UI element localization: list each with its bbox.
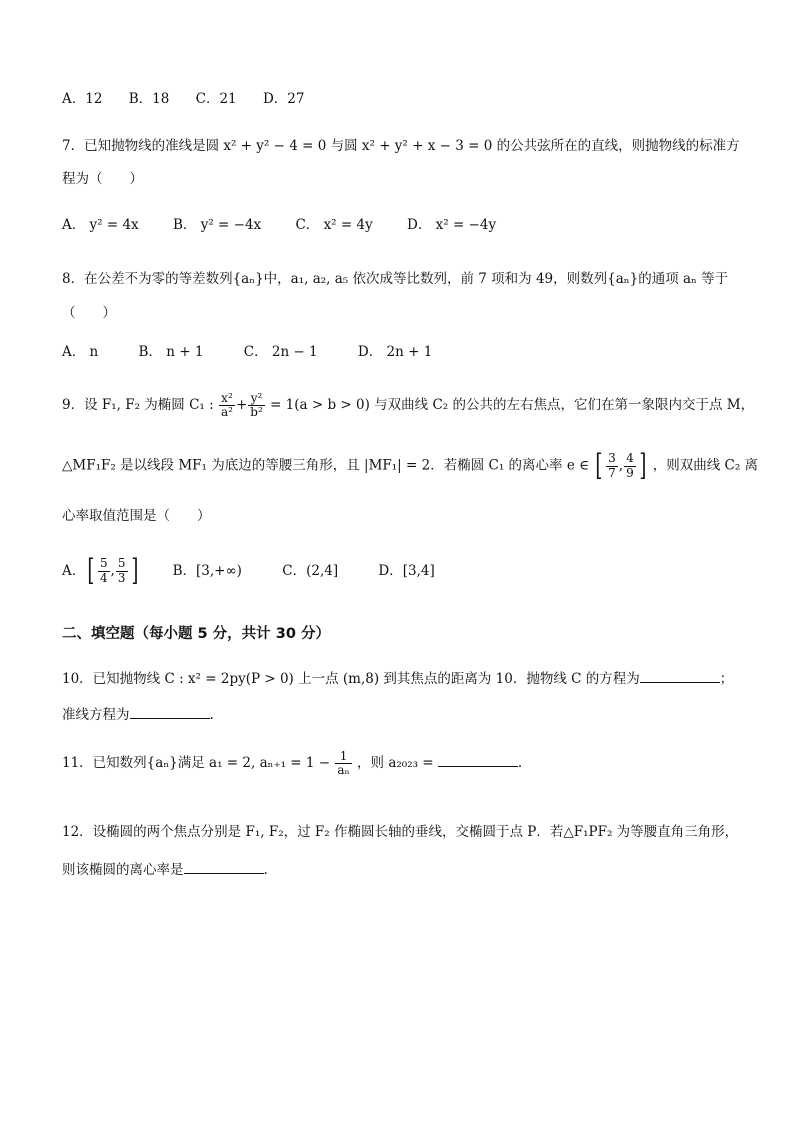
q9-option-a: A．[ $\frac{5}{4}$ , $\frac{5}{3}$ ] (62, 553, 138, 588)
q9-range-open-bracket: [ (595, 448, 603, 483)
q9-stem-line3: 心率取值范围是（ ） (62, 508, 211, 524)
q9-option-a-label: A． (62, 562, 86, 579)
q9-option-a-frac2 (116, 557, 128, 584)
q7-stem-line1: 7．已知抛物线的准线是圆 x² + y² − 4 = 0 与圆 x² + y² + x − 3 = 0 的公共弦所在的直线，则抛物线的标准方 (62, 138, 740, 154)
q8-options (62, 346, 454, 360)
q9-range-frac1-num: 3 (608, 451, 616, 466)
q8-option-a: A． n (62, 344, 99, 360)
q11-frac-den: aₙ (337, 763, 350, 778)
q10-line1-end: ； (719, 671, 734, 687)
q9-option-a-open: [ (87, 553, 95, 588)
q12-line2-text: 则该椭圆的离心率是 (62, 862, 184, 878)
q6-option-d: D．27 (262, 91, 305, 107)
q9-line1-end: = 1(a > b > 0) 与双曲线 C₂ 的公共的左右焦点，它们在第一象限内交于点 M， (270, 397, 755, 414)
q8-stem-line2: （ ） (62, 305, 116, 321)
q9-range-close-bracket: ] (639, 448, 647, 483)
q7-option-b: B． y² = −4x (172, 217, 262, 233)
q6-options (62, 93, 326, 107)
q10-line2-text: 准线方程为 (62, 707, 130, 723)
q9-option-a-frac1 (98, 557, 110, 584)
q9-option-d: D．[3,4] (378, 562, 435, 579)
q9-frac-x (219, 392, 235, 419)
q11-text-mid: ，则 a₂₀₂₃ = (357, 755, 434, 772)
q12-stem-line1: 12．设椭圆的两个焦点分别是 F₁, F₂，过 F₂ 作椭圆长轴的垂线，交椭圆于点 P．若△F₁PF₂ 为等腰直角三角形， (62, 824, 739, 840)
q9-frac-x-den: a² (220, 405, 233, 420)
q9-frac-x-num: x² (219, 392, 235, 406)
q6-option-b: B．18 (128, 91, 170, 107)
q12-stem-line2 (62, 861, 268, 878)
q9-range-frac2-den: 9 (626, 465, 634, 480)
q10-stem-line1 (62, 670, 733, 687)
section-heading-fill-in: 二、填空题（每小题 5 分，共计 30 分） (62, 626, 330, 642)
q7-option-d: D． x² = −4y (407, 217, 497, 233)
q9-option-a-frac1-den: 4 (99, 570, 108, 585)
q8-option-d: D． 2n + 1 (357, 344, 433, 360)
q9-option-a-frac1-num: 5 (99, 556, 108, 571)
q9-option-b: B．[3,+∞) (172, 562, 242, 579)
q10-line1-text: 10．已知抛物线 C : x² = 2py(P > 0) 上一点 (m,8) 到其焦点的距离为 10．抛物线 C 的方程为 (62, 671, 640, 687)
q9-plus: + (235, 397, 248, 414)
q9-range-frac2-num: 4 (626, 451, 634, 466)
q8-option-c: C． 2n − 1 (243, 344, 318, 360)
q11-frac-num: 1 (335, 750, 351, 764)
q7-stem-line2: 程为（ ） (62, 171, 143, 187)
q9-frac-y-num: y² (248, 392, 265, 406)
q9-range-frac1 (606, 452, 618, 479)
q7-options (62, 219, 518, 233)
q11-frac (335, 750, 351, 777)
q11-text-start: 11．已知数列{aₙ}满足 a₁ = 2, aₙ₊₁ = 1 − (62, 755, 331, 772)
q11-text-end: . (517, 755, 523, 772)
q9-frac-y-den: b² (250, 405, 263, 420)
q6-option-a: A．12 (62, 91, 103, 107)
q6-option-c: C．21 (195, 91, 237, 107)
q9-option-a-frac2-num: 5 (117, 556, 126, 571)
q9-line1-start: 9．设 F₁, F₂ 为椭圆 C₁ : (62, 397, 214, 414)
q9-option-c: C．(2,4] (282, 562, 339, 579)
q11-stem (62, 750, 522, 777)
q8-stem-line1: 8．在公差不为零的等差数列{aₙ}中，a₁, a₂, a₅ 依次成等比数列，前 7 项和为 49，则数列{aₙ}的通项 aₙ 等于 (62, 271, 729, 287)
q10-blank-equation[interactable] (640, 670, 720, 683)
q12-line2-end: . (263, 862, 268, 878)
q9-stem-line1 (62, 392, 754, 419)
q9-option-a-frac2-den: 3 (117, 570, 126, 585)
q10-blank-directrix[interactable] (130, 706, 210, 719)
q9-range-frac1-den: 7 (608, 465, 616, 480)
q9-range-frac2 (624, 452, 636, 479)
q7-option-c: C． x² = 4y (295, 217, 373, 233)
q9-line2-end: ，则双曲线 C₂ 离 (652, 457, 759, 474)
q10-line2-end: . (209, 707, 214, 723)
q9-line2-start: △MF₁F₂ 是以线段 MF₁ 为底边的等腰三角形，且 |MF₁| = 2．若椭圆 C₁ 的离心率 e ∈ (62, 457, 590, 474)
q9-options (62, 553, 435, 588)
q9-stem-line2: △MF₁F₂ 是以线段 MF₁ 为底边的等腰三角形，且 |MF₁| = 2．若椭圆 C₁ 的离心率 e ∈ [ $\frac{3}{7}$ , $\frac{4}{9}$ ] ，则双曲线 C₂ 离 (62, 448, 759, 483)
q9-option-a-close: ] (130, 553, 138, 588)
q9-frac-y (248, 392, 265, 419)
q10-stem-line2 (62, 706, 214, 723)
q8-option-b: B． n + 1 (138, 344, 204, 360)
q7-option-a: A． y² = 4x (62, 217, 139, 233)
q11-blank[interactable] (438, 754, 518, 767)
q12-blank[interactable] (184, 861, 264, 874)
